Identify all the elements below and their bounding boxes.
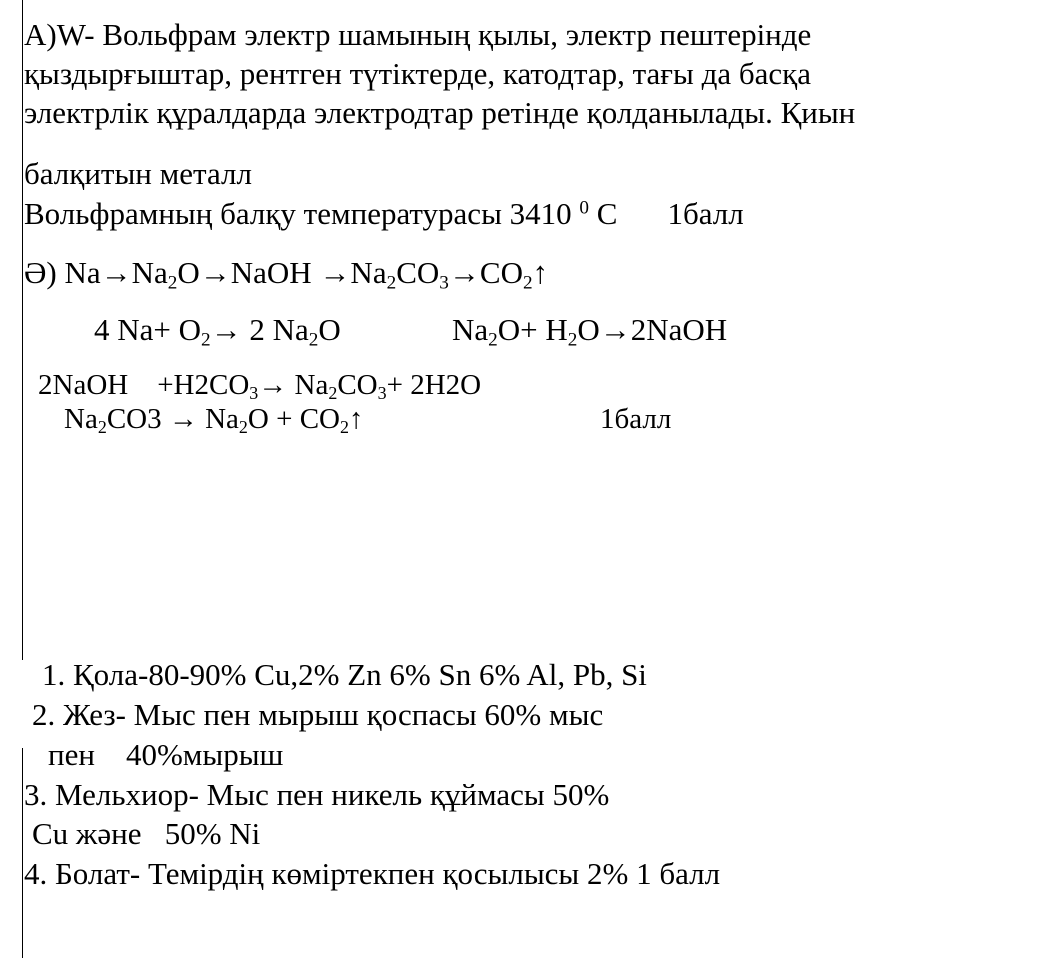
alloy-item-1: 1. Қола-80-90% Cu,2% Zn 6% Sn 6% Al, Pb, Si <box>42 657 647 692</box>
left-border-top <box>22 0 23 660</box>
alloy-item-4: 4. Болат- Темірдің көміртекпен қосылысы 2% 1 балл <box>24 856 721 891</box>
section-a-line-2: қыздырғыштар, рентген түтіктерде, катодтар, тағы да басқа <box>24 56 811 91</box>
equation-2: $Na_2O+$ $H_2O\to 2NaOH$ <box>452 312 728 351</box>
equation-3: 2NaOH $+H2CO_3\to Na_2CO_3+ 2H2O$ <box>38 369 482 404</box>
alloy-item-2-line-1: 2. Жез- Мыс пен мырыш қоспасы 60% мыс <box>32 697 604 732</box>
section-a-line-4: балқитын металл <box>24 156 252 191</box>
left-border-bottom <box>22 748 23 958</box>
equation-1: 4 $Na+ O_2\to 2$ $Na_2O$ <box>94 312 341 351</box>
score-label-a: 1балл <box>667 196 744 231</box>
melting-point-text: Вольфрамның балқу температурасы 3410 <box>24 196 572 231</box>
reaction-chain: Ә) $Na\to Na_2O\to NaOH$ $\to Na_2CO_3\to CO_2↑$ <box>24 255 549 294</box>
section-a-line-3: электрлік құралдарда электродтар ретінде қолданылады. Қиын <box>24 95 856 130</box>
score-label-ae: 1балл <box>600 403 672 435</box>
alloy-item-3-line-2: Cu және 50% Ni <box>32 816 261 851</box>
alloy-item-2-line-2: пен 40%мырыш <box>48 737 284 772</box>
degree-superscript: 0 <box>579 197 590 219</box>
section-a-line-1: А)W- Вольфрам электр шамының қылы, электр пештерінде <box>24 17 812 52</box>
alloy-item-3-line-1: 3. Мельхиор- Мыс пен никель құймасы 50% <box>24 777 610 812</box>
equation-4: $Na_2CO3 \to Na_2O$ + $CO_2↑$ <box>64 403 364 438</box>
section-a-line-5 <box>24 198 744 229</box>
celsius-unit: С <box>596 196 618 231</box>
